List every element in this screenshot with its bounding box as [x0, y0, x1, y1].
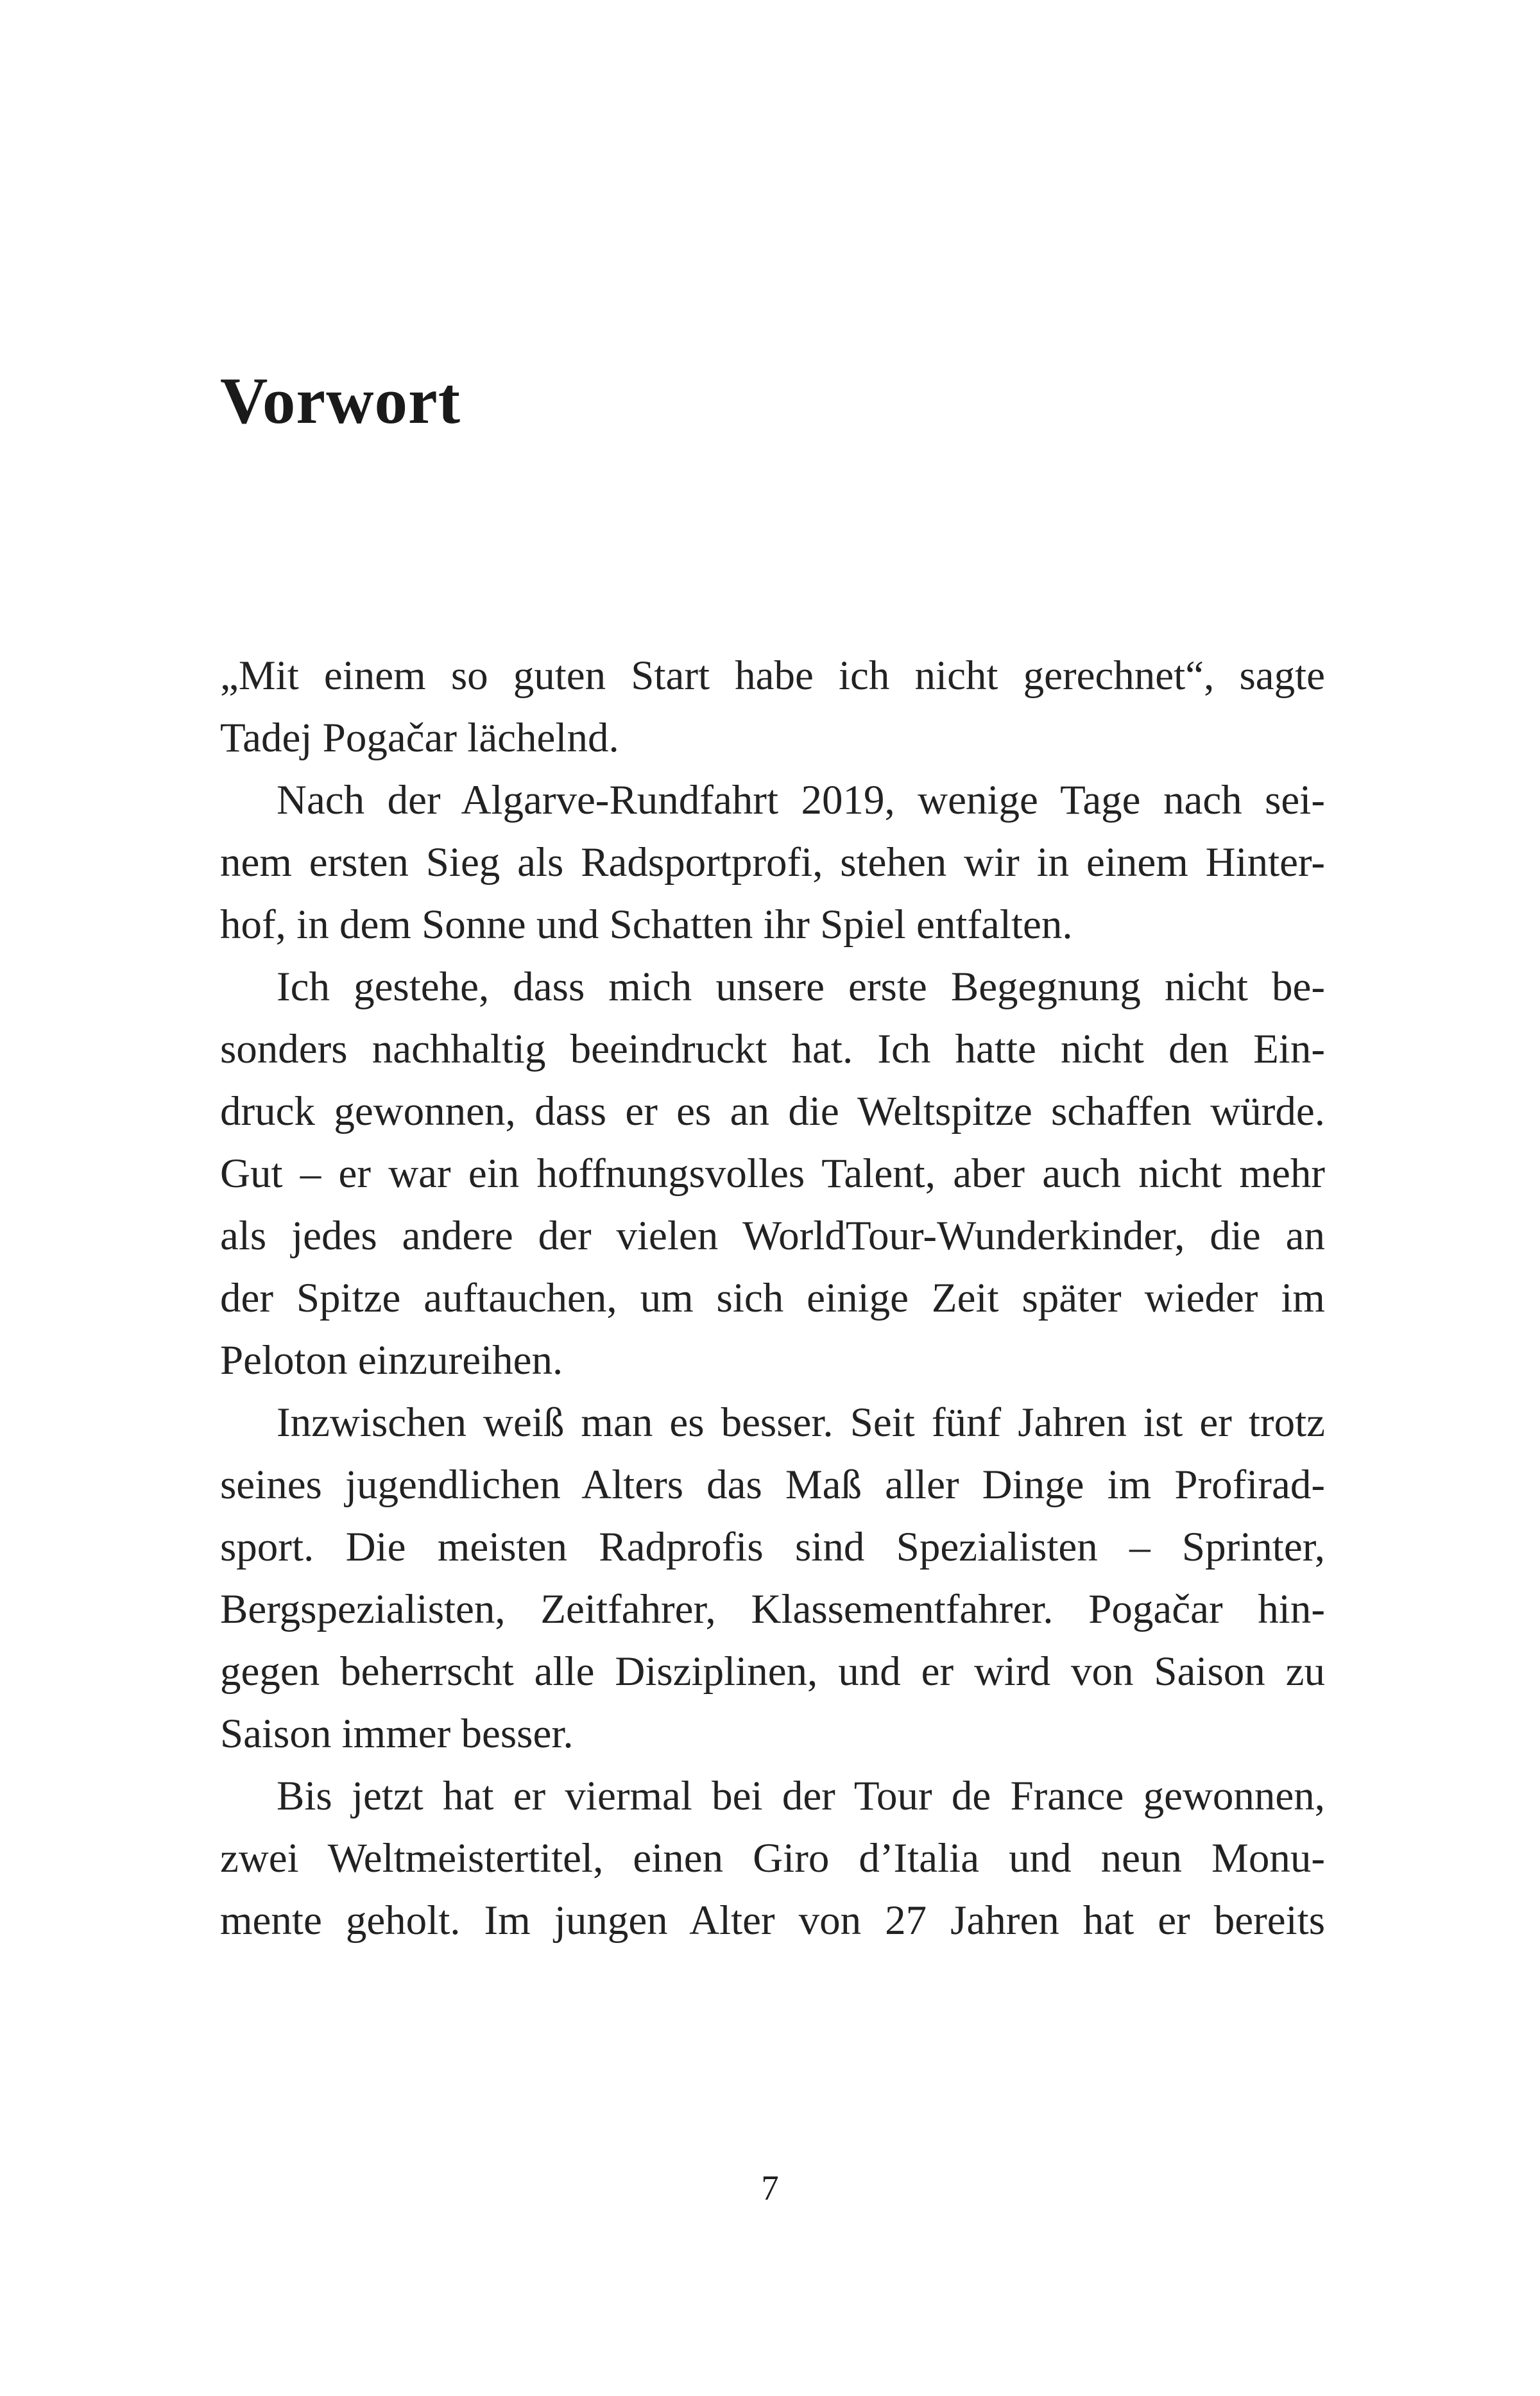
text-line: mente geholt. Im jungen Alter von 27 Jahren hat er bereits — [220, 1897, 1325, 1944]
text-line: Peloton einzureihen. — [220, 1337, 563, 1383]
text-line: zwei Weltmeistertitel, einen Giro d’Italia und neun Monu- — [220, 1835, 1325, 1881]
text-line: Tadej Pogačar lächelnd. — [220, 715, 619, 761]
page-number: 7 — [761, 2168, 779, 2207]
text-line: der Spitze auftauchen, um sich einige Zeit später wieder im — [220, 1275, 1325, 1321]
text-line: hof, in dem Sonne und Schatten ihr Spiel entfalten. — [220, 902, 1073, 948]
text-line: Nach der Algarve-Rundfahrt 2019, wenige Tage nach sei- — [277, 777, 1325, 823]
body-text — [220, 645, 1325, 1952]
text-line: sport. Die meisten Radprofis sind Spezialisten – Sprinter, — [220, 1524, 1325, 1570]
text-line: Bergspezialisten, Zeitfahrer, Klassementfahrer. Pogačar hin- — [220, 1586, 1325, 1632]
text-line: seines jugendlichen Alters das Maß aller Dinge im Profirad- — [220, 1462, 1325, 1508]
text-line: Bis jetzt hat er viermal bei der Tour de France gewonnen, — [277, 1773, 1325, 1819]
text-line: als jedes andere der vielen WorldTour-Wunderkinder, die an — [220, 1213, 1325, 1259]
text-line: druck gewonnen, dass er es an die Weltspitze schaffen würde. — [220, 1088, 1325, 1134]
text-line: sonders nachhaltig beeindruckt hat. Ich hatte nicht den Ein- — [220, 1026, 1325, 1072]
text-line: „Mit einem so guten Start habe ich nicht gerechnet“, sagte — [220, 653, 1325, 699]
text-line: Ich gestehe, dass mich unsere erste Begegnung nicht be- — [277, 964, 1325, 1010]
text-line: Gut – er war ein hoffnungsvolles Talent, aber auch nicht mehr — [220, 1151, 1325, 1197]
page-title: Vorwort — [220, 364, 461, 438]
text-line: gegen beherrscht alle Disziplinen, und er wird von Saison zu — [220, 1648, 1325, 1695]
text-line: Inzwischen weiß man es besser. Seit fünf Jahren ist er trotz — [277, 1399, 1325, 1446]
text-line: nem ersten Sieg als Radsportprofi, stehen wir in einem Hinter- — [220, 839, 1325, 886]
text-line: Saison immer besser. — [220, 1711, 574, 1757]
